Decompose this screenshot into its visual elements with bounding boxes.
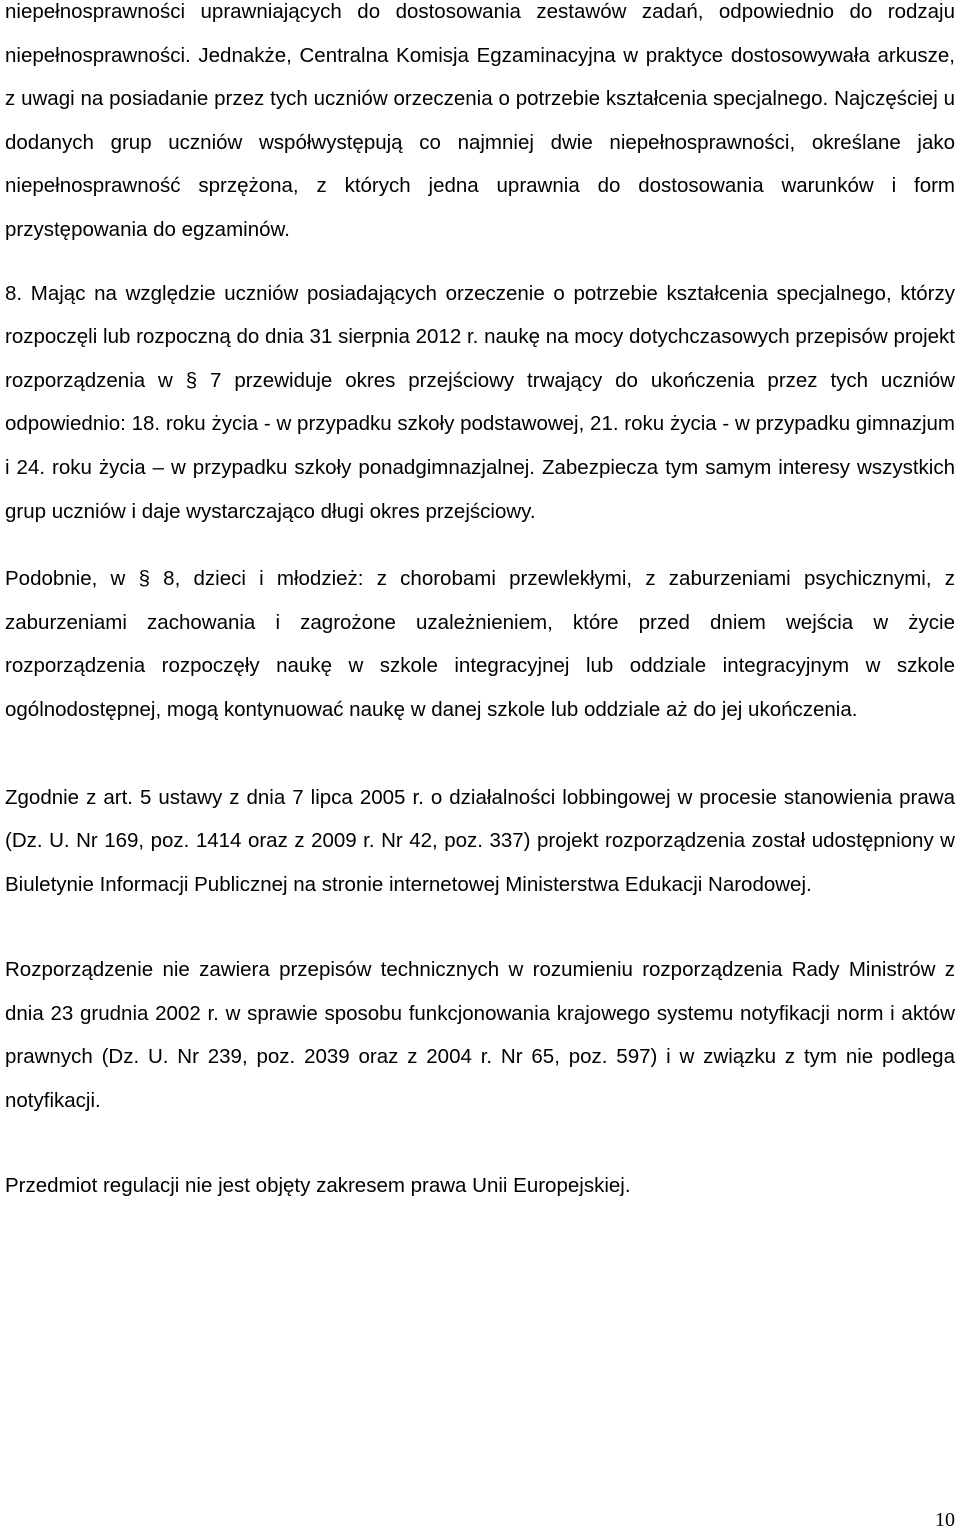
paragraph-technical-regulations: Rozporządzenie nie zawiera przepisów technicznych w rozumieniu rozporządzenia Rady Ministrów z dnia 23 grudnia 2002 r. w sprawie sposobu funkcjonowania krajowego systemu notyfikacji norm i aktów prawnych (Dz. U. Nr 239, poz. 2039 oraz z 2004 r. Nr 65, poz. 597) i w związku z tym nie podlega notyfikacji. — [5, 958, 955, 1113]
paragraph-transition-period: 8. Mając na względzie uczniów posiadających orzeczenie o potrzebie kształcenia specjalnego, którzy rozpoczęli lub rozpoczną do dnia 31 sierpnia 2012 r. naukę na mocy dotychczasowych przepisów projekt rozporządzenia w § 7 przewiduje okres przejściowy trwający do ukończenia przez tych uczniów odpowiednio: 18. roku życia - w przypadku szkoły podstawowej, 21. roku życia - w przypadku gimnazjum i 24. roku życia – w przypadku szkoły ponadgimnazjalnej. Zabezpiecza tym samym interesy wszystkich grup uczniów i daje wystarczająco długi okres przejściowy. — [5, 281, 955, 523]
paragraph-eu-law: Przedmiot regulacji nie jest objęty zakresem prawa Unii Europejskiej. — [5, 1173, 631, 1197]
paragraph-lobbying-act: Zgodnie z art. 5 ustawy z dnia 7 lipca 2005 r. o działalności lobbingowej w procesie stanowienia prawa (Dz. U. Nr 169, poz. 1414 oraz z 2009 r. Nr 42, poz. 337) projekt rozporządzenia został udostępniony w Biuletynie Informacji Publicznej na stronie internetowej Ministerstwa Edukacji Narodowej. — [5, 785, 955, 896]
paragraph-disability-adaptation: niepełnosprawności uprawniających do dostosowania zestawów zadań, odpowiednio do rodzaju niepełnosprawności. Jednakże, Centralna Komisja Egzaminacyjna w praktyce dostosowywała arkusze, z uwagi na posiadanie przez tych uczniów orzeczenia o potrzebie kształcenia specjalnego. Najczęściej u dodanych grup uczniów współwystępują co najmniej dwie niepełnosprawności, określane jako niepełnosprawność sprzężona, z których jedna uprawnia do dostosowania warunków i form przystępowania do egzaminów. — [5, 0, 955, 241]
page-number: 10 — [935, 1509, 955, 1531]
paragraph-integration-schools: Podobnie, w § 8, dzieci i młodzież: z chorobami przewlekłymi, z zaburzeniami psychicznymi, z zaburzeniami zachowania i zagrożone uzależnieniem, które przed dniem wejścia w życie rozporządzenia rozpoczęły naukę w szkole integracyjnej lub oddziale integracyjnym w szkole ogólnodostępnej, mogą kontynuować naukę w danej szkole lub oddziale aż do jej ukończenia. — [5, 567, 955, 721]
document-page — [5, 0, 955, 1207]
